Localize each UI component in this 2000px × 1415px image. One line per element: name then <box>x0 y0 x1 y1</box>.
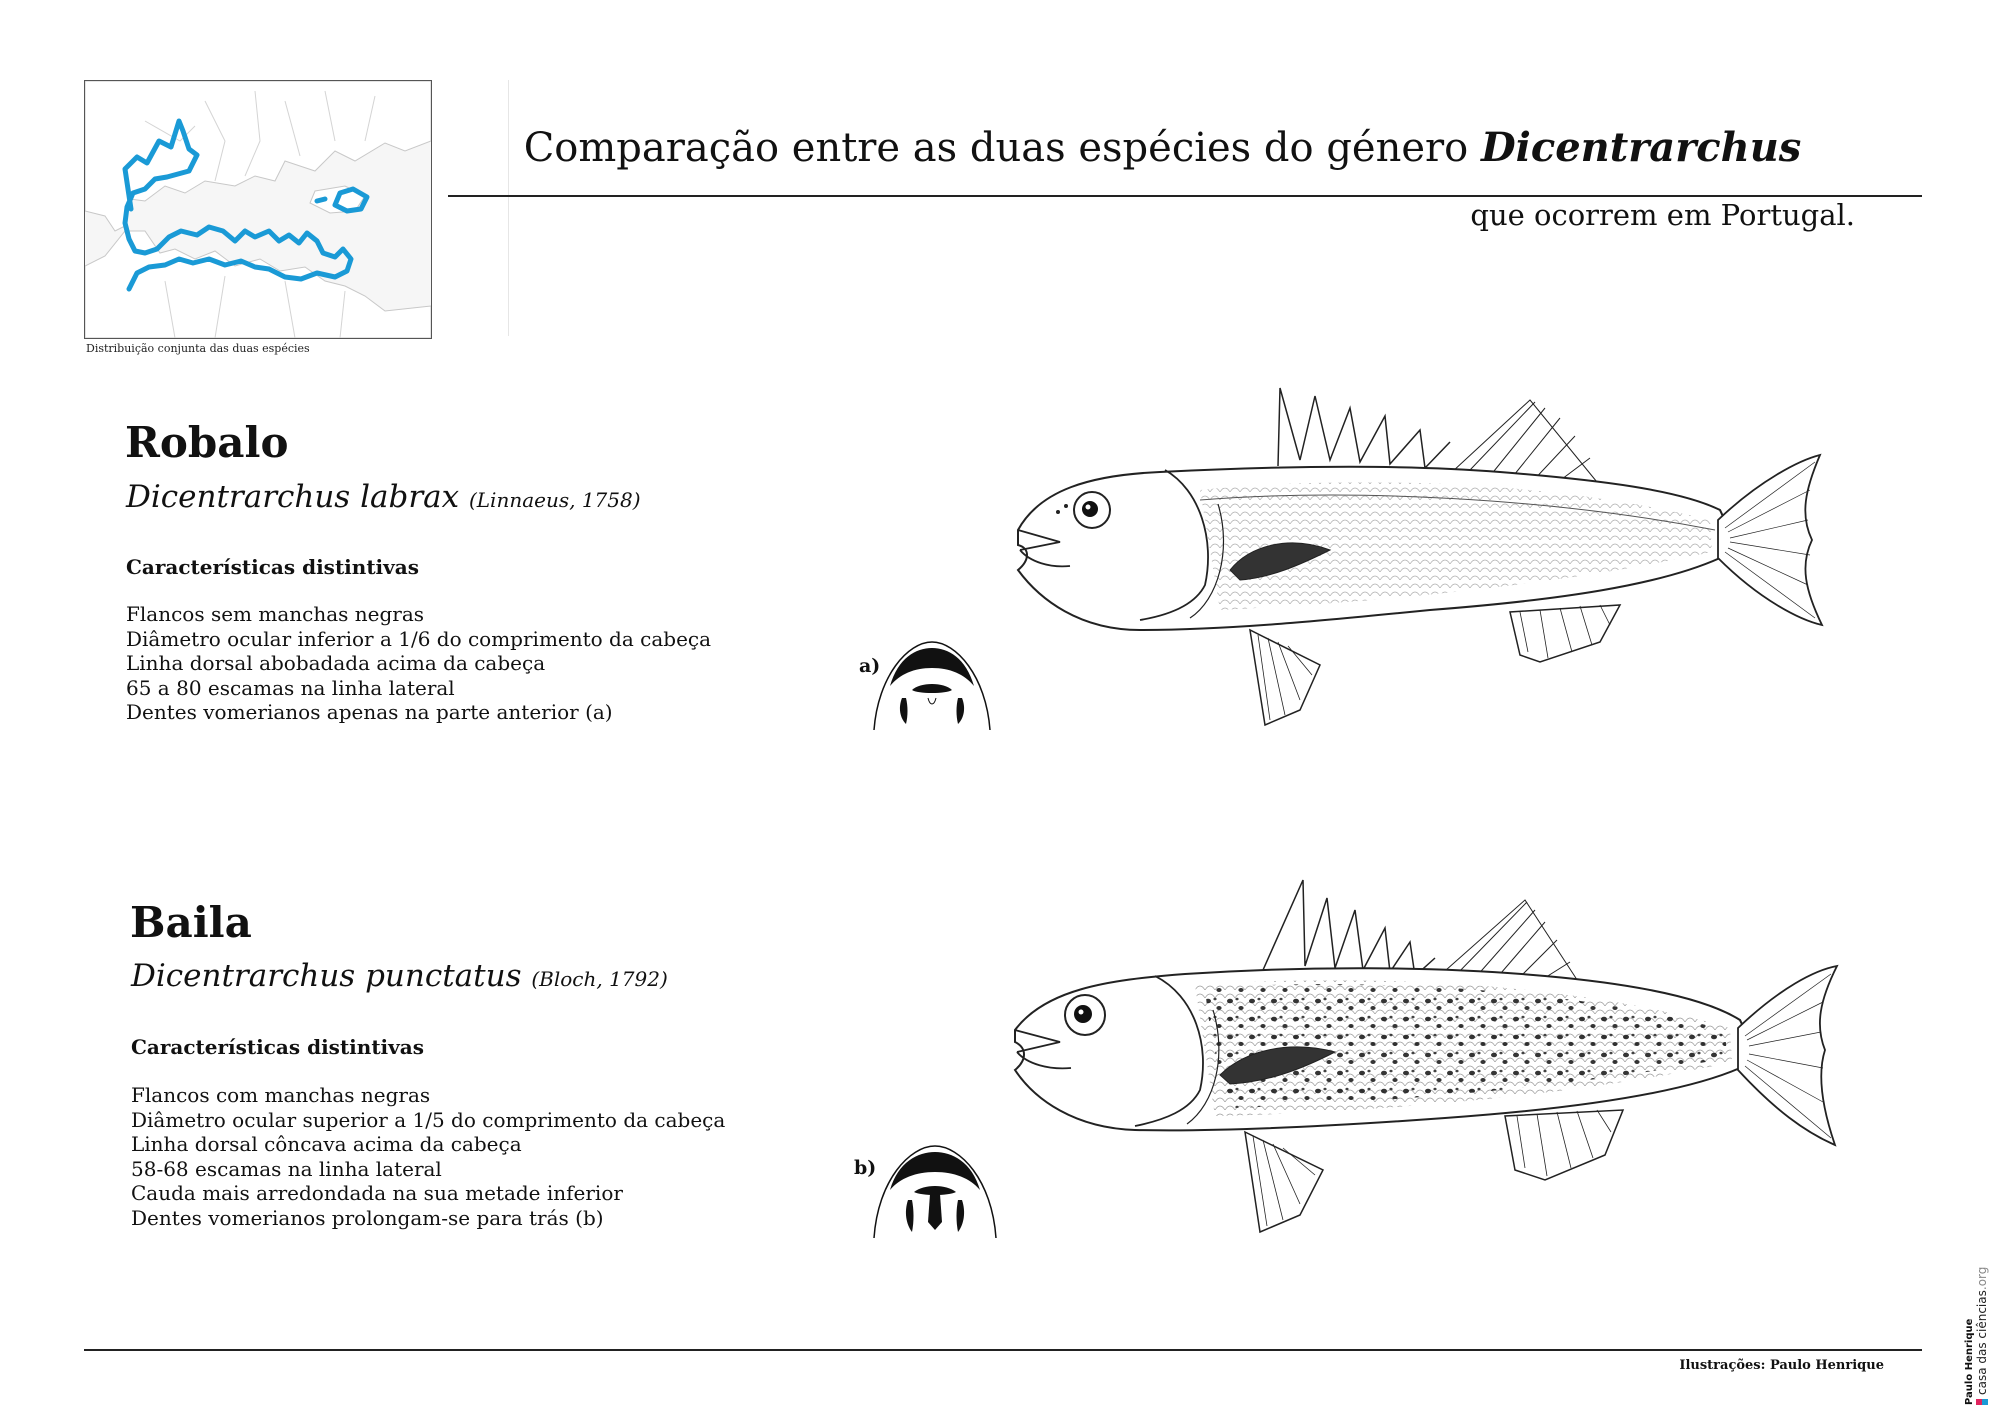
svg-text:casa das ciências.org <box>1975 1267 1989 1395</box>
logo-square-icon <box>1976 1399 1982 1405</box>
map-caption: Distribuição conjunta das duas espécies <box>86 342 310 355</box>
species-2-binomial: Dicentrarchus punctatus <box>131 958 522 994</box>
trait-item: Diâmetro ocular inferior a 1/6 do comprimento da cabeça <box>126 626 712 651</box>
trait-item: Diâmetro ocular superior a 1/5 do comprimento da cabeça <box>131 1107 726 1132</box>
species-2-common-name: Baila <box>130 898 252 947</box>
species-1-scientific-name <box>126 479 641 515</box>
footer-rule <box>84 1349 1922 1351</box>
robalo-fish-illustration <box>1000 380 1830 744</box>
page-title <box>440 124 1885 171</box>
vertical-site-name: casa das ciências <box>1975 1290 1989 1395</box>
trait-item: Dentes vomerianos apenas na parte anterior (a) <box>126 700 613 724</box>
trait-item: Dentes vomerianos prolongam-se para trás (b) <box>131 1205 604 1230</box>
tooth-label-a: a) <box>859 655 881 677</box>
species-2-scientific-name <box>131 958 668 994</box>
vomerine-teeth-b-illustration <box>868 1140 1002 1244</box>
trait-item: Flancos com manchas negras <box>131 1083 431 1107</box>
logo-square-icon-2 <box>1982 1399 1988 1405</box>
trait-item: 65 a 80 escamas na linha lateral <box>126 675 455 700</box>
page-subtitle: que ocorrem em Portugal. <box>1470 198 1855 232</box>
species-1-traits-heading: Características distintivas <box>126 555 419 579</box>
illustration-credit: Ilustrações: Paulo Henrique <box>1679 1358 1884 1373</box>
trait-item: Cauda mais arredondada na sua metade inferior <box>131 1181 623 1205</box>
trait-item: Linha dorsal abobadada acima da cabeça <box>126 651 546 675</box>
page-title-text: Comparação entre as duas espécies do género <box>523 125 1481 171</box>
map-divider <box>508 80 509 336</box>
vertical-author: Paulo Henrique <box>1964 1318 1975 1405</box>
vomerine-teeth-a-illustration <box>868 636 996 736</box>
page-title-genus: Dicentrarchus <box>1480 124 1802 171</box>
trait-item: Flancos sem manchas negras <box>126 602 425 626</box>
trait-item: Linha dorsal côncava acima da cabeça <box>131 1132 522 1156</box>
species-1-binomial: Dicentrarchus labrax <box>126 479 460 515</box>
species-1-authority: (Linnaeus, 1758) <box>468 488 641 512</box>
publisher-credit <box>1962 1215 1990 1405</box>
species-2-traits-heading: Características distintivas <box>131 1035 424 1059</box>
vertical-site-tld: .org <box>1975 1266 1989 1291</box>
tooth-label-b: b) <box>854 1157 877 1179</box>
species-2-traits-list <box>131 1083 725 1230</box>
species-1-common-name: Robalo <box>125 418 289 467</box>
distribution-map <box>84 80 432 339</box>
baila-fish-illustration <box>1005 870 1845 1254</box>
header-rule <box>448 195 1922 197</box>
trait-item: 58-68 escamas na linha lateral <box>131 1156 442 1181</box>
species-1-traits-list <box>126 602 711 725</box>
species-2-authority: (Bloch, 1792) <box>531 967 668 991</box>
